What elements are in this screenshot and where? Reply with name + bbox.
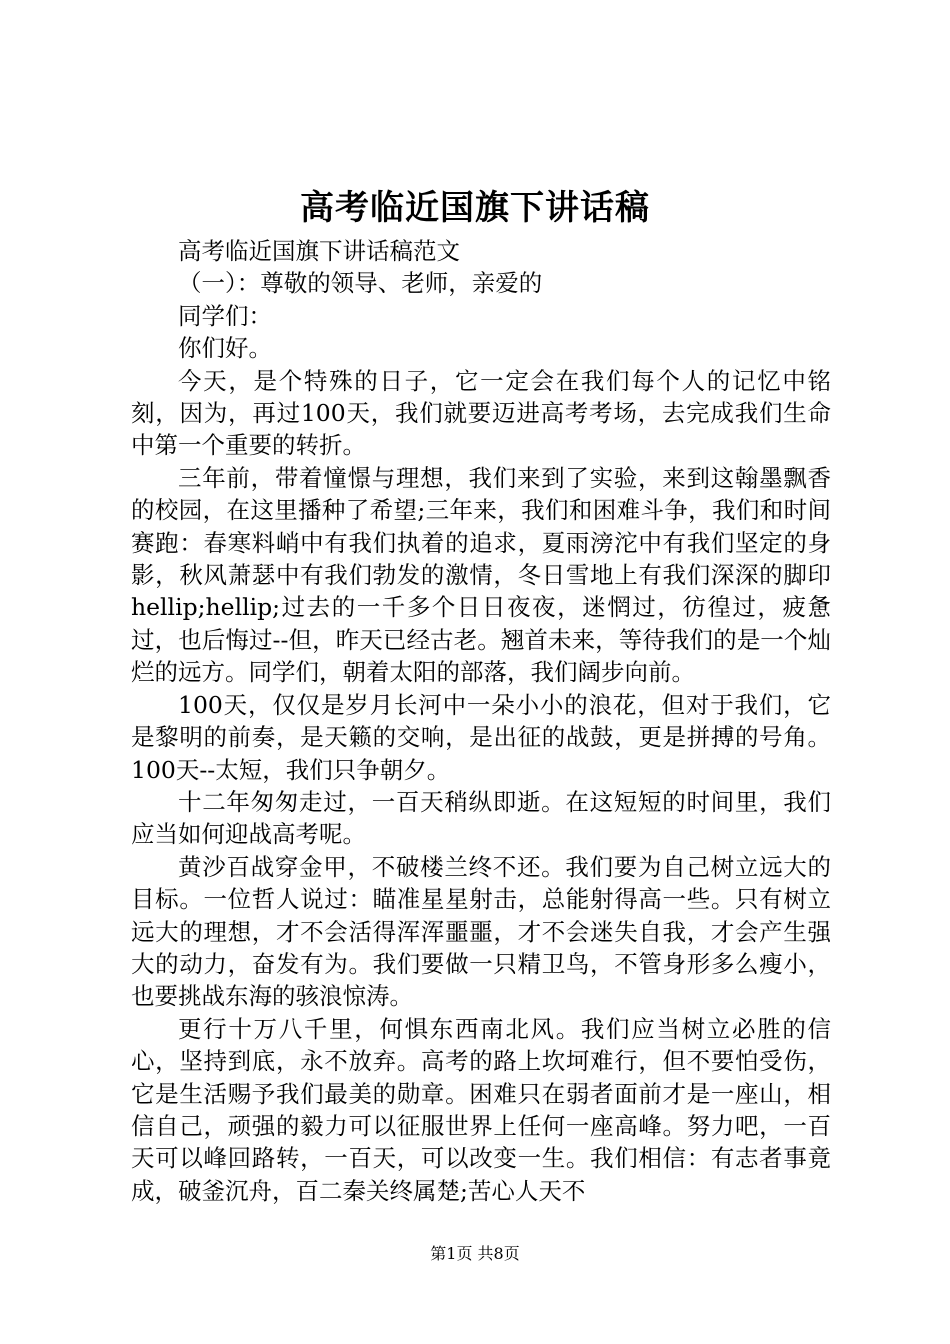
document-body: [131, 235, 831, 1207]
page-number-footer: 第1页 共8页: [430, 1244, 520, 1263]
paragraph: 三年前，带着憧憬与理想，我们来到了实验，来到这翰墨飘香的校园，在这里播种了希望;三年来，我们和困难斗争，我们和时间赛跑：春寒料峭中有我们执着的追求，夏雨滂沱中有我们坚定的身影，秋风萧瑟中有我们勃发的激情，冬日雪地上有我们深深的脚印hellip;hellip;过去的一千多个日日夜夜，迷惘过，彷徨过，疲惫过，也后悔过--但，昨天已经古老。翘首未来，等待我们的是一个灿烂的远方。同学们，朝着太阳的部落，我们阔步向前。: [131, 463, 831, 687]
paragraph: 高考临近国旗下讲话稿范文: [178, 237, 460, 265]
paragraph: 黄沙百战穿金甲，不破楼兰终不还。我们要为自己树立远大的目标。一位哲人说过：瞄准星星射击，总能射得高一些。只有树立远大的理想，才不会活得浑浑噩噩，才不会迷失自我，才会产生强大的动力，奋发有为。我们要做一只精卫鸟，不管身形多么瘦小，也要挑战东海的骇浪惊涛。: [131, 852, 831, 1011]
paragraph: 你们好。: [178, 334, 272, 363]
paragraph: （一）：尊敬的领导、老师，亲爱的: [178, 269, 543, 298]
paragraph: 今天，是个特殊的日子，它一定会在我们每个人的记忆中铭刻，因为，再过100天，我们就要迈进高考考场，去完成我们生命中第一个重要的转折。: [131, 366, 831, 460]
paragraph: 更行十万八千里，何惧东西南北风。我们应当树立必胜的信心，坚持到底，永不放弃。高考的路上坎坷难行，但不要怕受伤，它是生活赐予我们最美的勋章。困难只在弱者面前才是一座山，相信自己，顽强的毅力可以征服世界上任何一座高峰。努力吧，一百天可以峰回路转，一百天，可以改变一生。我们相信：有志者事竟成，破釜沉舟，百二秦关终属楚;苦心人天不: [131, 1014, 831, 1205]
page-title: 高考临近国旗下讲话稿: [300, 188, 650, 228]
paragraph: 100天，仅仅是岁月长河中一朵小小的浪花，但对于我们，它是黎明的前奏，是天籁的交响，是出征的战鼓，更是拼搏的号角。100天--太短，我们只争朝夕。: [131, 690, 831, 784]
paragraph: 同学们：: [178, 301, 272, 330]
paragraph: 十二年匆匆走过，一百天稍纵即逝。在这短短的时间里，我们应当如何迎战高考呢。: [131, 787, 831, 849]
